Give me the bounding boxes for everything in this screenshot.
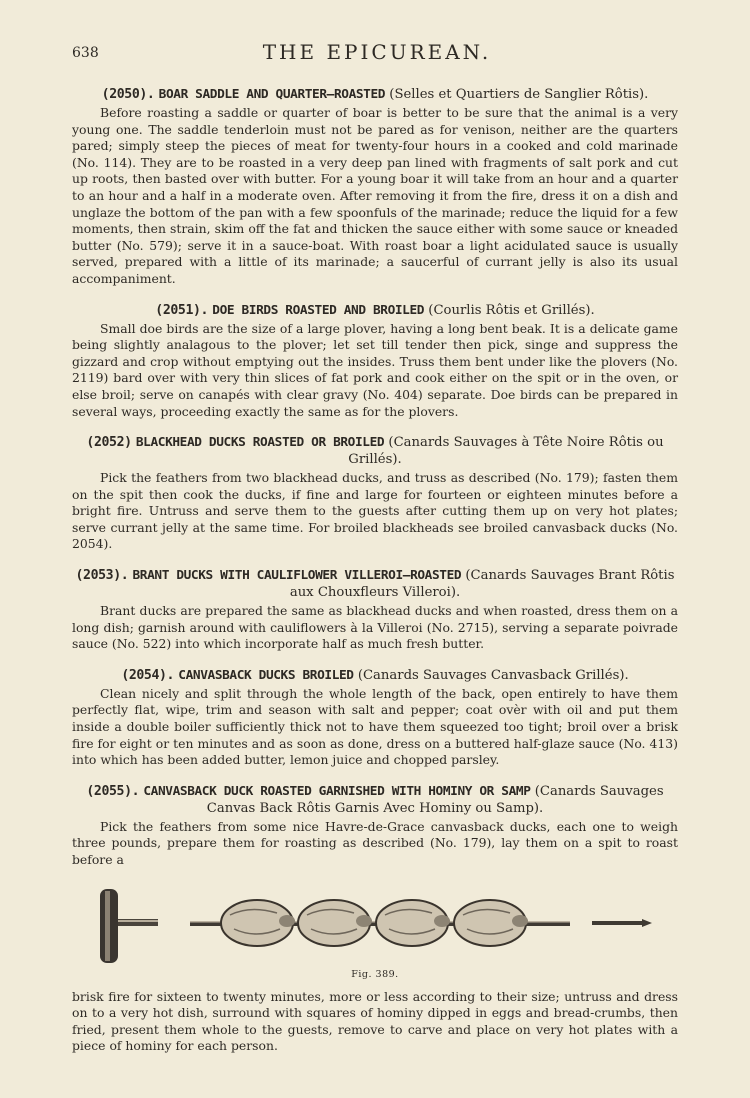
roasting-duck-icon bbox=[298, 900, 372, 946]
spit-wheel-icon bbox=[100, 889, 158, 963]
recipe-name: BLACKHEAD DUCKS ROASTED OR BROILED bbox=[135, 435, 385, 451]
recipe-title bbox=[72, 667, 678, 684]
recipe-name: CANVASBACK DUCKS BROILED bbox=[178, 667, 354, 683]
recipe-title bbox=[72, 434, 678, 468]
recipe-title bbox=[72, 783, 678, 817]
recipe-french-name: (Canards Sauvages Brant Rôtis aux Chouxfleurs Villeroi). bbox=[289, 568, 675, 601]
recipe-title bbox=[72, 302, 678, 319]
recipe-number: (2052) bbox=[86, 435, 132, 451]
recipe-body: Pick the feathers from two blackhead ducks, and truss as described (No. 179); fasten them on the spit then cook the ducks, if fine and large for fourteen or eighteen minutes before a bright fire. Untruss and serve them to the guests after cutting them up on very hot plates; serve currant jelly at the same time. For broiled blackheads see broiled canvasback ducks (No. 2054). bbox=[72, 470, 678, 552]
recipe-name: CANVASBACK DUCK ROASTED GARNISHED WITH HOMINY OR SAMP bbox=[143, 783, 531, 799]
recipe-body: Brant ducks are prepared the same as blackhead ducks and when roasted, dress them on a long dish; garnish around with cauliflowers à la Villeroi (No. 2715), serving a separate poivrade sauce (No. 522) into which incorporate half as much fresh butter. bbox=[72, 603, 678, 652]
recipe-number: (2053). bbox=[75, 568, 129, 584]
figure-caption: Fig. 389. bbox=[351, 968, 399, 980]
recipe-2055 bbox=[72, 783, 678, 869]
recipe-body: Before roasting a saddle or quarter of boar is better to be sure that the animal is a very young one. The saddle tenderloin must not be pared as for venison, neither are the quarters pared; simply steep the pieces of meat for twenty-four hours in a cooked and cold marinade (No. 114). They are to be roasted in a very deep pan lined with fragments of salt pork and cut up roots, then basted over with butter. For a young boar it will take from an hour and a quarter to an hour and a half in a moderate oven. After removing it from the fire, dress it on a dish and unglaze the bottom of the pan with a few spoonfuls of the marinade; reduce the liquid for a few moments, then strain, skim off the fat and thicken the sauce either with some sauce or kneaded butter (No. 579); serve it in a sauce-boat. With roast boar a light acidulated sauce is usually served, prepared with a little of its marinade; a saucerful of currant jelly is also its usual accompaniment. bbox=[72, 105, 678, 286]
recipe-name: BRANT DUCKS WITH CAULIFLOWER VILLEROI—ROASTED bbox=[132, 568, 462, 584]
recipe-number: (2054). bbox=[121, 667, 175, 683]
recipe-2050 bbox=[72, 86, 678, 288]
recipe-title bbox=[72, 567, 678, 601]
recipe-number: (2055). bbox=[86, 783, 140, 799]
page-header bbox=[72, 40, 682, 68]
recipe-2052 bbox=[72, 434, 678, 553]
recipe-body: Pick the feathers from some nice Havre-de-Grace canvasback ducks, each one to weigh three pounds, prepare them for roasting as described (No. 179), lay them on a spit to roast before a bbox=[72, 818, 678, 867]
recipe-2051 bbox=[72, 302, 678, 421]
spit-illustration bbox=[72, 883, 678, 967]
recipe-body: Small doe birds are the size of a large plover, having a long bent beak. It is a delicate game being slightly analagous to the plover; let set till tender then pick, singe and suppress the gizzard and crop without emptying out the insides. Truss them bent under like the plovers (No. 2119) bard over with very thin slices of fat pork and cook either on the spit or in the oven, or else broil; serve on canapés with clear gravy (No. 404) separate. Doe birds can be prepared in several ways, proceeding exactly the same as for the plovers. bbox=[72, 320, 678, 419]
recipe-body: Clean nicely and split through the whole length of the back, open entirely to have them perfectly flat, wipe, trim and season with salt and pepper; coat ovèr with oil and put them inside a double boiler sufficiently thick not to have them squeezed too tight; broil over a brisk fire for eight or ten minutes and as soon as done, dress on a buttered half-glaze sauce (No. 413) into which has been added butter, lemon juice and chopped parsley. bbox=[72, 685, 678, 768]
recipe-title bbox=[72, 86, 678, 103]
recipe-number: (2051). bbox=[155, 302, 209, 318]
roasting-duck-icon bbox=[221, 900, 295, 946]
roasting-duck-icon bbox=[454, 900, 528, 946]
recipe-french-name: (Selles et Quartiers de Sanglier Rôtis). bbox=[389, 87, 649, 102]
recipe-2053 bbox=[72, 567, 678, 653]
page-content bbox=[72, 86, 678, 1055]
recipe-2055-continuation: brisk fire for sixteen to twenty minutes, more or less according to their size; untruss and dress on to a very hot dish, surround with squares of hominy dipped in eggs and bread-crumbs, then fried, present them whole to the guests, remove to carve and place on very hot plates with a piece of hominy for each person. bbox=[72, 988, 678, 1054]
recipe-french-name: (Canards Sauvages Canvas Back Rôtis Garnis Avec Hominy ou Samp). bbox=[206, 783, 664, 816]
recipe-french-name: (Courlis Rôtis et Grillés). bbox=[428, 302, 595, 318]
recipe-name: BOAR SADDLE AND QUARTER—ROASTED bbox=[158, 87, 386, 102]
recipe-number: (2050). bbox=[101, 87, 155, 102]
running-head: THE EPICUREAN. bbox=[262, 40, 492, 64]
recipe-french-name: (Canards Sauvages à Tête Noire Rôtis ou Grillés). bbox=[348, 435, 664, 468]
figure-spit-with-ducks bbox=[72, 883, 678, 985]
page-number: 638 bbox=[72, 45, 99, 61]
roasting-duck-icon bbox=[376, 900, 450, 946]
recipe-french-name: (Canards Sauvages Canvasback Grillés). bbox=[357, 667, 629, 683]
recipe-name: DOE BIRDS ROASTED AND BROILED bbox=[212, 302, 425, 318]
recipe-2054 bbox=[72, 667, 678, 769]
